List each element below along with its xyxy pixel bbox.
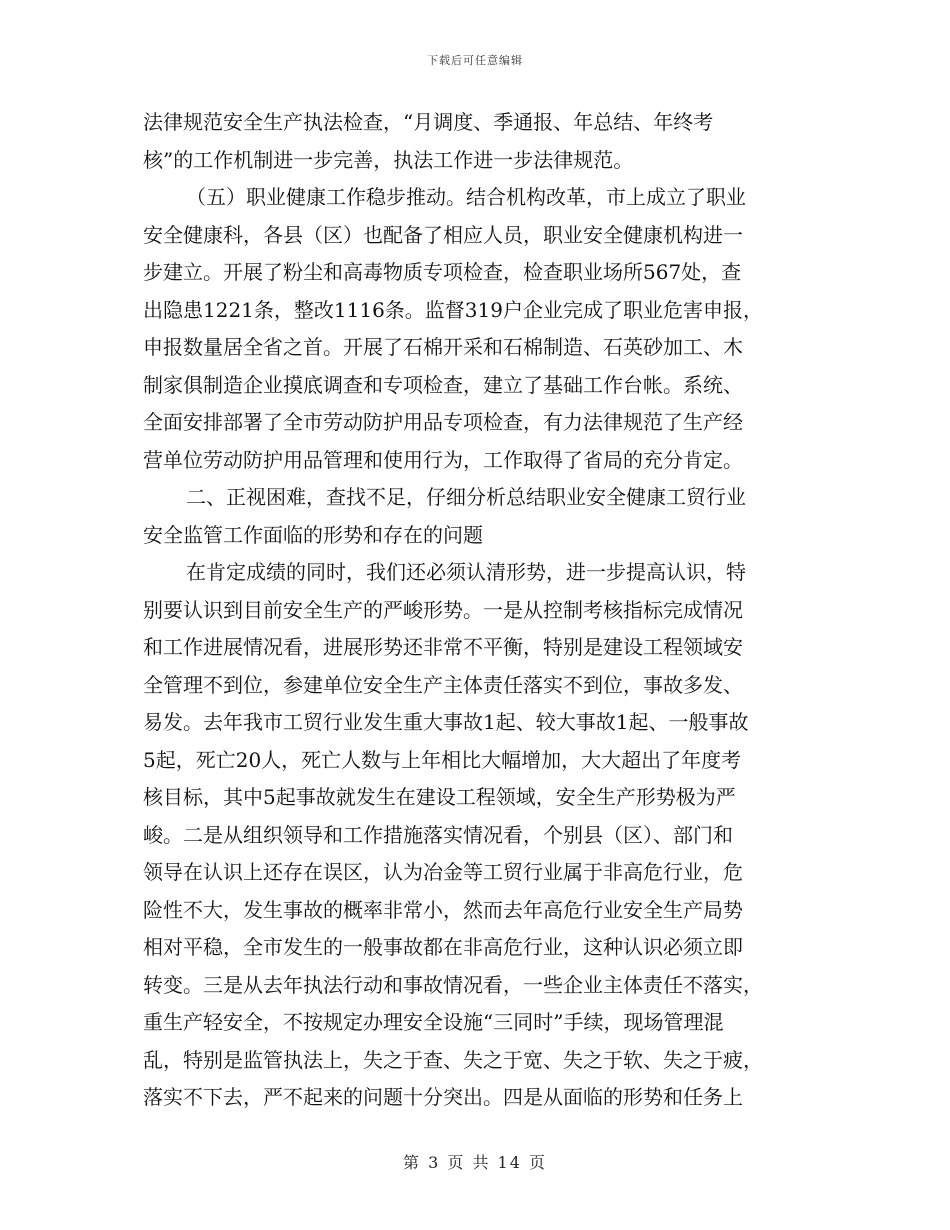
text-line: 转变。三是从去年执法行动和事故情况看，一些企业主体责任不落实， bbox=[143, 972, 763, 997]
text-line: 安全健康科，各县（区）也配备了相应人员，职业安全健康机构进一 bbox=[143, 222, 743, 247]
text-line: 领导在认识上还存在误区，认为冶金等工贸行业属于非高危行业，危 bbox=[143, 860, 743, 884]
text-line: 在肯定成绩的同时，我们还必须认清形势，进一步提高认识，特 bbox=[186, 560, 746, 584]
text-line: 重生产轻安全，不按规定办理安全设施“三同时”手续，现场管理混 bbox=[143, 1010, 724, 1034]
text-line: 安全监管工作面临的形势和存在的问题 bbox=[143, 522, 483, 547]
text-line: 出隐患1221条，整改1116条。监督319户企业完成了职业危害申报， bbox=[143, 297, 763, 322]
text-line: 峻。二是从组织领导和工作措施落实情况看，个别县（区）、部门和 bbox=[143, 822, 733, 847]
text-line: 落实不下去，严不起来的问题十分突出。四是从面临的形势和任务上 bbox=[143, 1085, 743, 1109]
text-line: 和工作进展情况看，进展形势还非常不平衡，特别是建设工程领域安 bbox=[143, 635, 743, 659]
text-line: 别要认识到目前安全生产的严峻形势。一是从控制考核指标完成情况 bbox=[143, 597, 743, 622]
text-line: 法律规范安全生产执法检查，“月调度、季通报、年总结、年终考 bbox=[143, 110, 714, 134]
text-line: 易发。去年我市工贸行业发生重大事故1起、较大事故1起、一般事故 bbox=[143, 710, 749, 734]
page-number-footer: 第 3 页 共 14 页 bbox=[403, 1153, 547, 1172]
text-line: （五）职业健康工作稳步推动。结合机构改革，市上成立了职业 bbox=[186, 185, 746, 209]
page-header: 下载后可任意编辑 bbox=[427, 54, 523, 67]
text-line: 全面安排部署了全市劳动防护用品专项检查，有力法律规范了生产经 bbox=[143, 410, 743, 434]
text-line: 乱，特别是监管执法上，失之于查、失之于宽、失之于软、失之于疲， bbox=[143, 1047, 763, 1072]
text-line: 步建立。开展了粉尘和高毒物质专项检查，检查职业场所567处，查 bbox=[143, 260, 742, 284]
text-line: 二、正视困难，查找不足，仔细分析总结职业安全健康工贸行业 bbox=[186, 485, 746, 509]
text-line: 5起，死亡20人，死亡人数与上年相比大幅增加，大大超出了年度考 bbox=[143, 747, 742, 772]
text-line: 相对平稳，全市发生的一般事故都在非高危行业，这种认识必须立即 bbox=[143, 935, 743, 959]
text-line: 营单位劳动防护用品管理和使用行为，工作取得了省局的充分肯定。 bbox=[143, 447, 743, 472]
text-line: 制家俱制造企业摸底调查和专项检查，建立了基础工作台帐。系统、 bbox=[143, 372, 743, 397]
document-body bbox=[143, 104, 813, 1117]
text-line: 核”的工作机制进一步完善，执法工作进一步法律规范。 bbox=[143, 147, 634, 172]
text-line: 核目标，其中5起事故就发生在建设工程领域，安全生产形势极为严 bbox=[143, 785, 736, 809]
text-line: 险性不大，发生事故的概率非常小，然而去年高危行业安全生产局势 bbox=[143, 897, 743, 922]
text-line: 申报数量居全省之首。开展了石棉开采和石棉制造、石英砂加工、木 bbox=[143, 335, 743, 359]
text-line: 全管理不到位，参建单位安全生产主体责任落实不到位，事故多发、 bbox=[143, 672, 743, 697]
